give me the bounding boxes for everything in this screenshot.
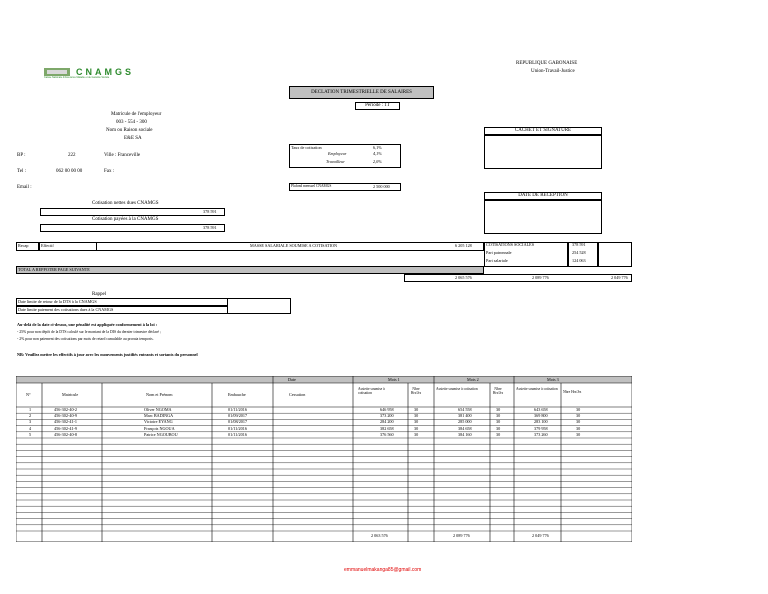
row-matricule: 456-302-40-8: [54, 431, 78, 437]
row-assiette-m1: 382 658: [380, 425, 394, 431]
h-nbre3: Nbre Hrs/Jrs: [563, 390, 582, 394]
payees-label: Cotisation payées à la CNAMGS: [92, 217, 159, 222]
motto-label: Union-Travail-Justice: [531, 69, 575, 74]
row-assiette-m2: 381 400: [458, 413, 472, 419]
employeur-label: Employeur: [328, 151, 347, 156]
pp-value: 254 528: [572, 250, 586, 255]
h-cessation: Cessation: [289, 392, 306, 397]
masse-label: MASSE SALARIALE SOUMISE A COTISATION: [250, 243, 338, 248]
h-mois3: Mois 3: [547, 377, 559, 382]
penalty-1: - 25% pour non dépôt de la DTS calculé sur le montant de la DIS du dernier trimestre déclaré ;: [17, 330, 161, 334]
table-total-m3: 2 049 776: [532, 533, 549, 538]
reception-header: [484, 192, 602, 200]
travailleur-value: 2,0%: [373, 159, 382, 164]
reception-box[interactable]: [484, 200, 602, 234]
rappel-line2: Date limite paiement des cotisations dues à la CNAMGS: [18, 307, 114, 312]
plafond-label: Plafond mensuel CNAMGS: [291, 184, 332, 188]
row-name: Marc BADINGA: [144, 413, 174, 419]
tel-label: Tel :: [17, 169, 26, 174]
cs-extra-cell: [598, 242, 632, 267]
tot-m1: 2 065 576: [455, 275, 472, 280]
row-matricule: 456-302-41-1: [54, 419, 78, 425]
rappel-title: Rappel: [92, 292, 107, 297]
ville-label: Ville : Franceville: [104, 153, 141, 158]
ps-label: Part salariale: [486, 258, 508, 263]
logo-subtitle: Caisse Nationale d'Assurance Maladie et de Garantie Sociale: [44, 76, 110, 79]
reception-label: DATE DE RECEPTION: [518, 193, 568, 198]
cnamgs-logo: [44, 68, 164, 78]
row-jours-m1: 30: [414, 419, 419, 425]
h-matricule: Matricule: [62, 392, 79, 397]
logo-text: CNAMGS: [76, 67, 134, 77]
row-num: 1: [29, 407, 32, 412]
h-assiette1: Assiette soumise à cotisation: [358, 387, 385, 396]
h-mois1: Mois 1: [388, 377, 400, 382]
total-label: TOTAL A REPPOTER PAGE SUIVANTE: [18, 267, 90, 272]
payees-box: [40, 224, 225, 232]
row-num: 4: [29, 425, 32, 431]
row-name: Patrice NGOUBOU: [144, 431, 178, 437]
row-num: 5: [29, 431, 32, 437]
h-nom: Nom et Prénom: [146, 392, 173, 397]
bp-label: BP :: [17, 153, 26, 158]
h-embauche: Embauche: [228, 392, 246, 397]
employeur-value: 4,1%: [373, 151, 382, 156]
row-assiette-m3: 283 100: [534, 419, 548, 425]
email-label: Email :: [17, 185, 32, 190]
row-num: 3: [29, 419, 32, 425]
plafond-value: 2 500 000: [373, 184, 390, 189]
row-assiette-m3: 373 260: [534, 431, 548, 437]
period-box: [355, 102, 400, 110]
row-assiette-m3: 643 658: [534, 407, 548, 412]
employee-table-grid: [16, 376, 632, 542]
tot-m3: 2 049 776: [611, 275, 628, 280]
row-assiette-m2: 285 000: [458, 419, 472, 425]
row-assiette-m2: 384 160: [458, 431, 472, 437]
taux-value: 6,1%: [373, 145, 382, 150]
fax-label: Fax :: [104, 169, 115, 174]
form-title-text: DECLATION TRIMESTRIELLE DE SALAIRES: [311, 90, 412, 95]
row-assiette-m3: 379 958: [534, 425, 548, 431]
row-jours-m3: 30: [576, 425, 581, 431]
penalty-title: Au-delà de la date ci-dessus, une pénalité est appliquée conformement à la loi :: [17, 322, 158, 327]
h-assiette2: Assiette soumise à cotisation: [436, 387, 478, 391]
row-jours-m3: 30: [576, 431, 581, 437]
row-assiette-m1: 646 958: [380, 407, 394, 412]
raison-value: E&E SA: [124, 136, 142, 141]
row-jours-m3: 30: [576, 407, 581, 412]
ps-value: 124 063: [572, 258, 586, 263]
row-assiette-m3: 369 800: [534, 413, 548, 419]
row-assiette-m1: 376 560: [380, 431, 394, 437]
row-jours-m3: 30: [576, 419, 581, 425]
row-jours-m2: 30: [496, 413, 501, 419]
cs-label: COTISATIONS SOCIALES: [486, 242, 535, 247]
tot-m2: 2 089 776: [532, 275, 549, 280]
table-total-m1: 2 063 576: [371, 533, 388, 538]
raison-label: Nom ou Raison sociale: [106, 128, 153, 133]
effectif-label: Effectif: [41, 243, 54, 248]
taux-label: Taux de cotisation: [291, 145, 322, 150]
h-nbre1: Nbre Hrs/Jrs: [410, 387, 422, 396]
row-embauche: 01/09/2017: [228, 413, 248, 419]
pp-label: Part patronnale: [486, 250, 512, 255]
row-name: Oliver NGOMA: [144, 407, 172, 412]
cachet-header: [484, 127, 602, 135]
row-jours-m2: 30: [496, 425, 501, 431]
form-title: [289, 86, 434, 99]
row-jours-m1: 30: [414, 413, 419, 419]
row-assiette-m1: 284 200: [380, 419, 394, 425]
dues-value: 378 591: [203, 209, 217, 214]
nb-note: NB: Veuillez mettre les effectifs à jour avec les mouvements justifiés entrants et sortants du personnel: [17, 352, 198, 357]
row-assiette-m2: 654 558: [458, 407, 472, 412]
h-num: N°: [26, 392, 31, 397]
cachet-box[interactable]: [484, 135, 602, 169]
row-name: François NGOUA: [144, 425, 175, 431]
travailleur-label: Travailleur: [326, 159, 345, 164]
row-assiette-m1: 373 200: [380, 413, 394, 419]
h-date: Date: [288, 377, 296, 382]
tel-value: 062 00 00 00: [56, 169, 83, 174]
row-jours-m3: 30: [576, 413, 581, 419]
row-jours-m2: 30: [496, 419, 501, 425]
row-jours-m1: 30: [414, 425, 419, 431]
row-assiette-m2: 384 658: [458, 425, 472, 431]
row-embauche: 01/11/2016: [228, 425, 247, 431]
cachet-label: CACHET ET SIGNATURE: [514, 128, 572, 133]
row-jours-m1: 30: [414, 431, 419, 437]
row-jours-m2: 30: [496, 431, 501, 437]
dues-box: [40, 208, 225, 216]
row-matricule: 456-302-40-2: [54, 407, 78, 412]
payees-value: 378 591: [203, 225, 217, 230]
employee-table: [16, 376, 632, 542]
cs-value: 378 591: [572, 242, 586, 247]
penalty-2: - 2% pour non paiement des cotisations par mois de retard cumulable au prorata temporis.: [17, 337, 154, 341]
row-name: Victoire EYANG: [144, 419, 173, 425]
h-assiette3: Assiette soumise à cotisation: [516, 387, 558, 391]
rappel-line1: Date limite de retour de la DTS à la CNAMGS: [18, 299, 97, 304]
row-jours-m1: 30: [414, 407, 419, 412]
matricule-value: 003 - 554 - 300: [116, 120, 147, 125]
h-nbre2: Nbre Hrs/Jrs: [492, 387, 504, 396]
row-embauche: 01/11/2016: [228, 407, 247, 412]
total-values-row: [404, 274, 632, 282]
matricule-label: Matricule de l'employeur: [111, 112, 162, 117]
masse-value: 6 205 128: [455, 243, 472, 248]
row-embauche: 01/08/2017: [228, 419, 248, 425]
table-total-m2: 2 089 776: [453, 533, 470, 538]
republic-label: REPUBLIQUE GABONAISE: [516, 61, 578, 66]
footer-email[interactable]: emmanuelmakanga85@gmail.com: [344, 567, 422, 573]
bp-value: 222: [68, 153, 76, 158]
row-matricule: 456-302-40-9: [54, 413, 78, 419]
period-label: Période : 1T: [365, 103, 390, 108]
row-embauche: 01/11/2016: [228, 431, 247, 437]
row-num: 2: [29, 413, 32, 419]
h-mois2: Mois 2: [467, 377, 479, 382]
row-jours-m2: 30: [496, 407, 501, 412]
row-matricule: 456-302-41-9: [54, 425, 78, 431]
dues-label: Cotisation nettes dues CNAMGS: [92, 201, 159, 206]
recap-label: Recap: [18, 243, 29, 248]
